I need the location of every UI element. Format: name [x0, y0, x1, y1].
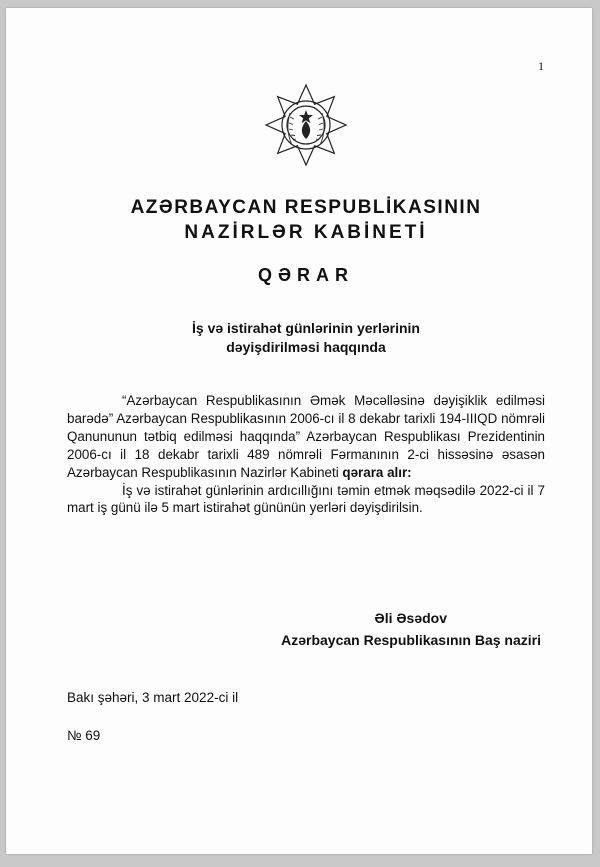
page-number: 1: [538, 59, 544, 73]
signatory-name: Əli Əsədov: [374, 610, 447, 626]
place-and-date: Bakı şəhəri, 3 mart 2022-ci il: [67, 690, 239, 705]
body-emphasis: qərara alır:: [342, 464, 412, 480]
government-title-line2: NAZİRLƏR KABİNETİ: [184, 222, 428, 243]
document-number: № 69: [67, 728, 101, 743]
body-paragraph-2: İş və istirahət günlərinin ardıcıllığını təmin etmək məqsədilə 2022-ci il 7 mart iş günü ilə 5 mart istirahət gününün yerləri dəyişdirilsin.: [67, 482, 545, 516]
coat-of-arms-icon: [264, 83, 348, 167]
document-type-heading: QƏRAR: [257, 265, 355, 285]
document-page: [6, 8, 592, 854]
body-paragraph-1: [67, 392, 545, 482]
subject-line1: İş və istirahət günlərinin yerlərinin: [192, 320, 420, 336]
body-paragraph-1-text: “Azərbaycan Respublikasının Əmək Məcəlləsinə dəyişiklik edilməsi barədə” Azərbaycan Respublikasının 2006-cı il 8 dekabr tarixli 194-IIIQD nömrəli Qanununun tətbiq edilməsi haqqında” Azərbaycan Respublikası Prezidentinin 2006-cı il 18 dekabr tarixli 489 nömrəli Fərmanının 2-ci hissəsinə əsasən Azərbaycan Respublikasının Nazirlər Kabineti: [67, 393, 545, 480]
subject-line2: dəyişdirilməsi haqqında: [226, 339, 386, 355]
decision-body: [67, 392, 545, 517]
government-title-line1: AZƏRBAYCAN RESPUBLİKASININ: [130, 197, 482, 218]
signatory-position: Azərbaycan Respublikasının Baş naziri: [281, 632, 541, 648]
